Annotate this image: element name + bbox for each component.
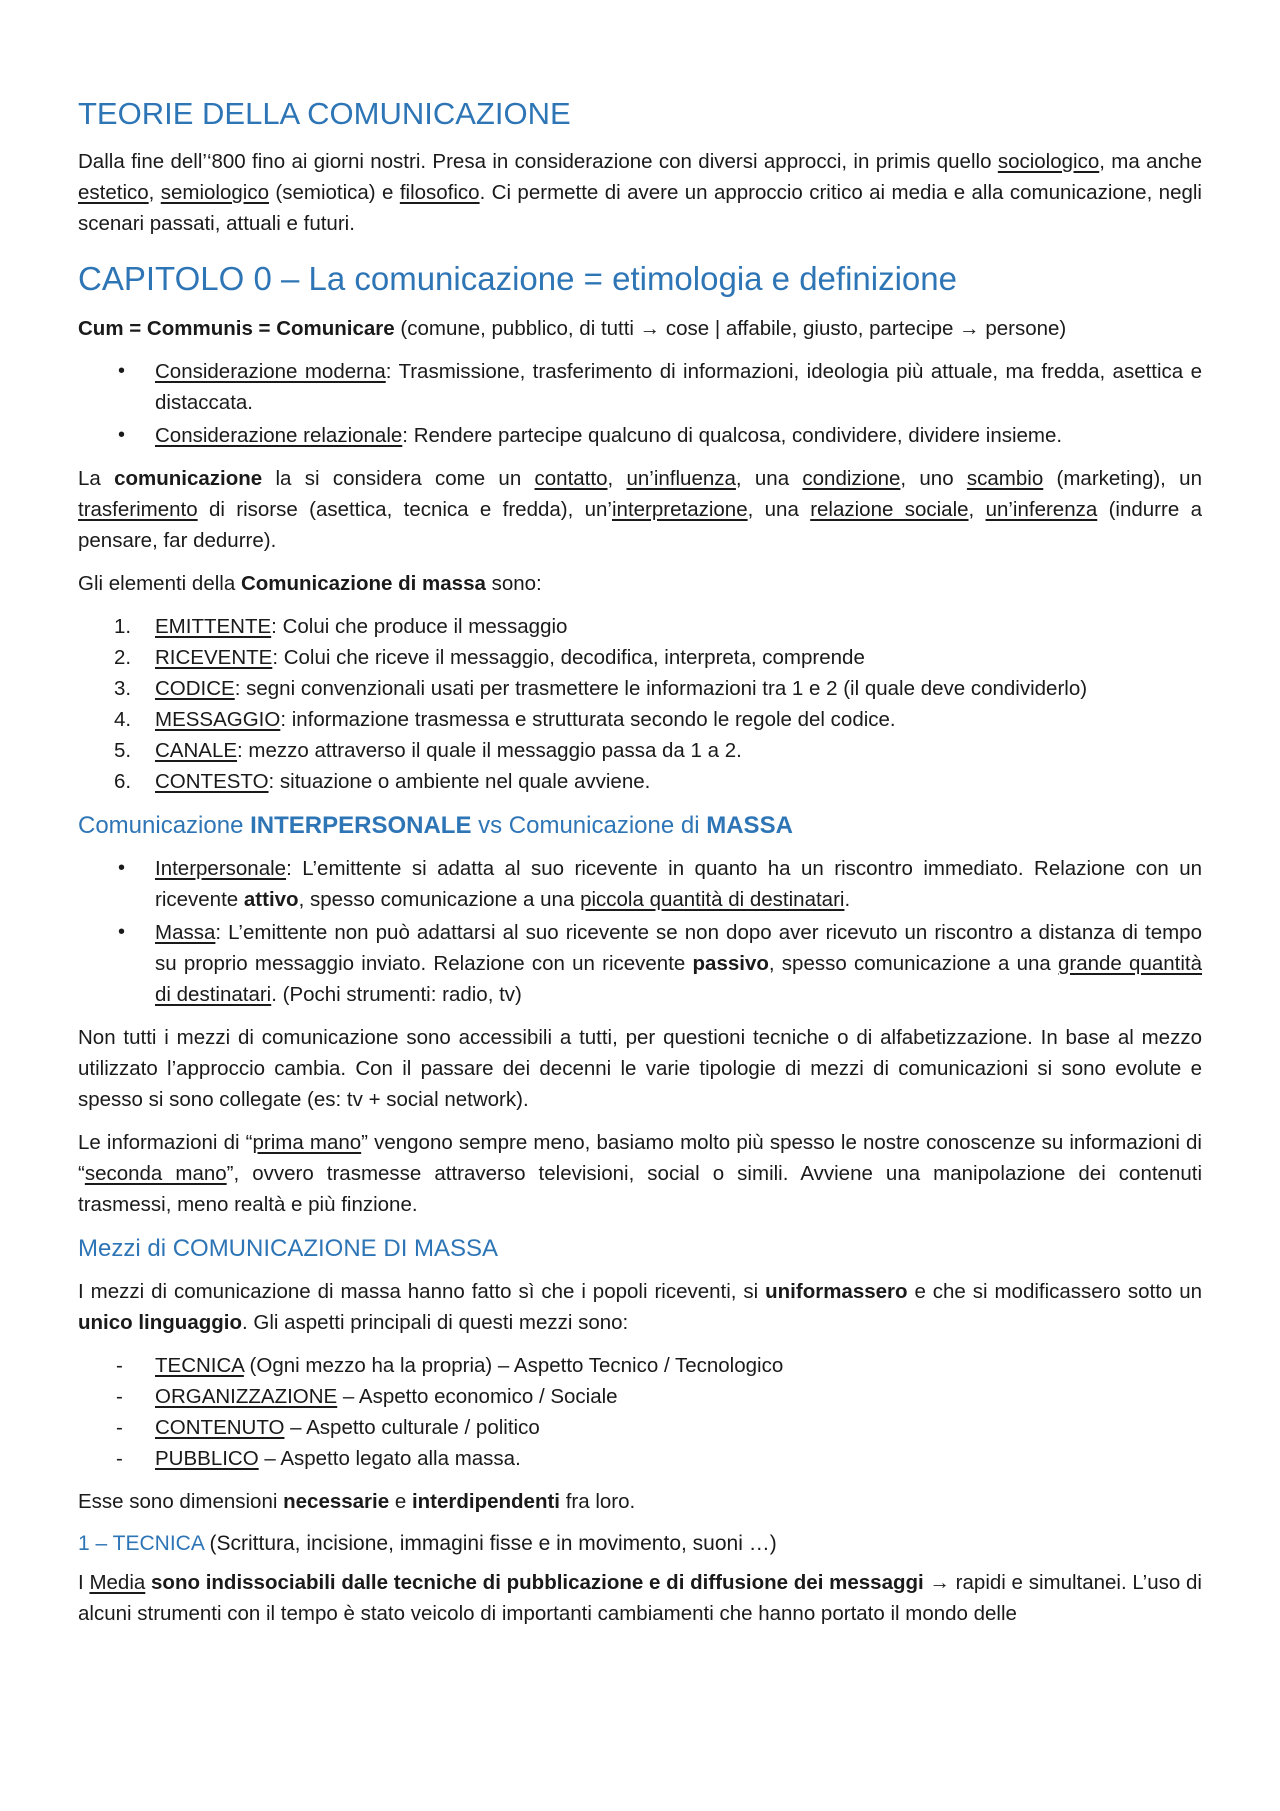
dash-marker: - (116, 1385, 123, 1408)
text-run: : mezzo attraverso il quale il messaggio passa da 1 a 2. (237, 739, 742, 762)
underlined-term: prima mano (252, 1131, 362, 1154)
text-run: . Gli aspetti principali di questi mezzi sono: (241, 1311, 629, 1334)
text-run: – Aspetto legato alla massa. (258, 1447, 521, 1470)
list-item (78, 420, 1202, 451)
mass-media-paragraph (78, 1276, 1202, 1338)
subsection-heading (78, 1529, 1202, 1559)
text-run: , (607, 467, 627, 490)
bold-term: Cum = Communis = Comunicare (78, 317, 395, 340)
text-run: (Ogni mezzo ha la propria) – Aspetto Tecnico / Tecnologico (243, 1354, 784, 1377)
intro-paragraph (78, 146, 1202, 239)
bold-term: interdipendenti (411, 1490, 560, 1513)
list-item (78, 1443, 1202, 1474)
text-run: di risorse (asettica, tecnica e fredda), un’ (197, 498, 612, 521)
text-run: , una (747, 498, 811, 521)
text-run: → rapidi e simultanei. L’uso di alcuni strumenti con il tempo è stato veicolo di importanti cambiamenti che hanno portato il mondo delle (78, 1571, 1202, 1625)
considerations-list (78, 356, 1202, 451)
underlined-term: contatto (534, 467, 608, 490)
text-run: : informazione trasmessa e strutturata secondo le regole del codice. (280, 708, 896, 731)
text-run: , uno (900, 467, 967, 490)
bold-term: comunicazione (114, 467, 263, 490)
section-heading: Mezzi di COMUNICAZIONE DI MASSA (78, 1235, 499, 1262)
text-run: : situazione o ambiente nel quale avviene. (268, 770, 651, 793)
underlined-term: CONTESTO (155, 770, 269, 793)
section-heading (78, 809, 1202, 843)
text-run: . Ci permette di avere un approccio critico ai media e alla comunicazione, negli scenari passati, attuali e futuri. (78, 181, 1202, 235)
text-run: Esse sono dimensioni (78, 1490, 284, 1513)
list-item (78, 853, 1202, 915)
underlined-term: piccola quantità di destinatari (580, 888, 845, 911)
text-run: I (78, 1571, 90, 1594)
text-run: : segni convenzionali usati per trasmettere le informazioni tra 1 e 2 (il quale deve condividerlo) (234, 677, 1088, 700)
text-run: . (844, 888, 851, 911)
text-run: (marketing), un (1043, 467, 1202, 490)
text-run: : L’emittente si adatta al suo ricevente in quanto ha un riscontro immediato. Relazione con un ricevente (155, 857, 1202, 911)
text-run: fra loro. (560, 1490, 636, 1513)
dash-marker: - (116, 1416, 123, 1439)
text-run: : Colui che riceve il messaggio, decodifica, interpreta, comprende (272, 646, 865, 669)
underlined-term: CODICE (155, 677, 235, 700)
underlined-term: estetico (78, 181, 149, 204)
list-item (78, 917, 1202, 1010)
text-run: Comunicazione (78, 812, 251, 839)
list-number: 3. (114, 677, 132, 700)
information-paragraph (78, 1127, 1202, 1220)
list-item (78, 1381, 1202, 1412)
underlined-term: scambio (966, 467, 1044, 490)
text-run: La (78, 467, 115, 490)
underlined-term: condizione (802, 467, 901, 490)
list-item (78, 1350, 1202, 1381)
underlined-term: Considerazione relazionale (155, 424, 403, 447)
text-run: – Aspetto economico / Sociale (337, 1385, 618, 1408)
underlined-term: interpretazione (611, 498, 748, 521)
list-number: 1. (114, 615, 132, 638)
underlined-term: relazione sociale (810, 498, 969, 521)
elements-intro (78, 568, 1202, 599)
list-number: 4. (114, 708, 132, 731)
text-run: sono: (485, 572, 542, 595)
text-run: (Scrittura, incisione, immagini fisse e in movimento, suoni …) (203, 1532, 777, 1555)
underlined-term: grande quantità di destinatari (155, 952, 1203, 1006)
underlined-term: PUBBLICO (155, 1447, 259, 1470)
underlined-term: CONTENUTO (155, 1416, 285, 1439)
bold-term: attivo (243, 888, 299, 911)
text-run: . (Pochi strumenti: radio, tv) (271, 983, 522, 1006)
text-run: (semiotica) e (269, 181, 400, 204)
bold-term: necessarie (283, 1490, 390, 1513)
text-run: , ma anche (1099, 150, 1202, 173)
accessibility-paragraph: Non tutti i mezzi di comunicazione sono accessibili a tutti, per questioni tecniche o di alfabetizzazione. In base al mezzo utilizzato l’approccio cambia. Con il passare dei decenni le varie tipologie di mezzi di comunicazioni si sono evolute e spesso si sono collegate (es: tv + social network). (78, 1026, 1202, 1111)
underlined-term: seconda mano (84, 1162, 227, 1185)
text-run: , spesso comunicazione a una (298, 888, 581, 911)
text-run: : L’emittente non può adattarsi al suo ricevente se non dopo aver ricevuto un riscontro a distanza di tempo su proprio messaggio inviato. Relazione con un ricevente (155, 921, 1202, 975)
text-run: , spesso comunicazione a una (768, 952, 1058, 975)
text-run: 1 – TECNICA (78, 1532, 204, 1555)
aspects-list (78, 1350, 1202, 1474)
bold-term: INTERPERSONALE (250, 812, 472, 839)
text-run: Le informazioni di “ (78, 1131, 253, 1154)
text-run: (comune, pubblico, di tutti → cose | affabile, giusto, partecipe → persone) (394, 317, 1067, 340)
list-item (78, 356, 1202, 418)
text-run: , (148, 181, 161, 204)
list-item (78, 735, 1202, 766)
underlined-term: CANALE (155, 739, 238, 762)
text-run: e che si modificassero sotto un (907, 1280, 1203, 1303)
elements-list (78, 611, 1202, 797)
text-run: I mezzi di comunicazione di massa hanno fatto sì che i popoli riceventi, si (78, 1280, 766, 1303)
text-run: – Aspetto culturale / politico (284, 1416, 540, 1439)
bold-term: Comunicazione di massa (240, 572, 486, 595)
document-body (78, 94, 1202, 1641)
list-item (78, 766, 1202, 797)
list-item (78, 1412, 1202, 1443)
bullet-marker: • (118, 360, 126, 382)
list-item (78, 611, 1202, 642)
text-run: , (968, 498, 986, 521)
text-run: (indurre a pensare, far dedurre). (78, 498, 1202, 552)
underlined-term: filosofico (399, 181, 480, 204)
underlined-term: Interpersonale (155, 857, 287, 880)
underlined-term: EMITTENTE (155, 615, 272, 638)
dash-marker: - (116, 1447, 123, 1470)
list-item (78, 642, 1202, 673)
underlined-term: ORGANIZZAZIONE (155, 1385, 338, 1408)
document-title: TEORIE DELLA COMUNICAZIONE (78, 96, 571, 131)
list-number: 5. (114, 739, 132, 762)
text-run: ”, ovvero trasmesse attraverso televisioni, social o simili. Avviene una manipolazione dei contenuti trasmessi, meno realtà e più finzione. (78, 1162, 1202, 1216)
bullet-marker: • (118, 857, 126, 879)
bold-term: uniformassero (765, 1280, 908, 1303)
bold-term: sono indissociabili dalle tecniche di pubblicazione e di diffusione dei messaggi (151, 1571, 924, 1594)
underlined-term: trasferimento (78, 498, 198, 521)
interpersonal-list (78, 853, 1202, 1010)
text-run: : Colui che produce il messaggio (271, 615, 568, 638)
bold-term: MASSA (706, 812, 793, 839)
underlined-term: Massa (155, 921, 216, 944)
underlined-term: MESSAGGIO (155, 708, 281, 731)
underlined-term: semiologico (160, 181, 269, 204)
text-run: : Trasmissione, trasferimento di informazioni, ideologia più attuale, ma fredda, asettica e distaccata. (155, 360, 1202, 414)
underlined-term: RICEVENTE (155, 646, 273, 669)
underlined-term: un’inferenza (985, 498, 1098, 521)
list-number: 6. (114, 770, 132, 793)
list-item (78, 704, 1202, 735)
text-run: ” vengono sempre meno, basiamo molto più spesso le nostre conoscenze su informazioni di “ (78, 1131, 1202, 1185)
bullet-marker: • (118, 921, 126, 943)
underlined-term: Media (89, 1571, 146, 1594)
chapter-heading: CAPITOLO 0 – La comunicazione = etimologia e definizione (78, 260, 957, 297)
communication-definition-paragraph (78, 463, 1202, 556)
text-run: e (389, 1490, 412, 1513)
dimensions-paragraph (78, 1486, 1202, 1517)
bold-term: unico linguaggio (78, 1311, 242, 1334)
underlined-term: TECNICA (155, 1354, 244, 1377)
list-number: 2. (114, 646, 132, 669)
text-run: , una (735, 467, 803, 490)
text-run: vs Comunicazione di (471, 812, 707, 839)
underlined-term: Considerazione moderna (155, 360, 386, 383)
etymology-line (78, 313, 1202, 344)
dash-marker: - (116, 1354, 123, 1377)
text-run: la si considera come un (262, 467, 535, 490)
list-item (78, 673, 1202, 704)
text-run: Dalla fine dell’‘800 fino ai giorni nostri. Presa in considerazione con diversi approcci, in primis quello (78, 150, 998, 173)
underlined-term: un’influenza (626, 467, 736, 490)
text-run: : Rendere partecipe qualcuno di qualcosa, condividere, dividere insieme. (402, 424, 1063, 447)
bold-term: passivo (692, 952, 769, 975)
bullet-marker: • (118, 424, 126, 446)
underlined-term: sociologico (997, 150, 1100, 173)
text-run: Gli elementi della (78, 572, 241, 595)
tecnica-paragraph (78, 1567, 1202, 1629)
